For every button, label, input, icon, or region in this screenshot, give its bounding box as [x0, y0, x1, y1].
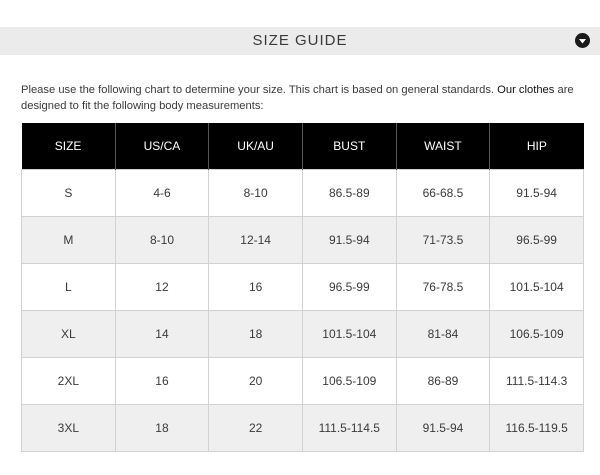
size-guide-title: SIZE GUIDE	[252, 32, 348, 49]
table-cell: 76-78.5	[396, 264, 490, 311]
table-row	[22, 405, 584, 452]
size-guide-header[interactable]	[0, 27, 600, 55]
table-cell: 111.5-114.5	[302, 405, 396, 452]
table-cell: 18	[115, 405, 209, 452]
table-row	[22, 311, 584, 358]
table-cell: 86-89	[396, 358, 490, 405]
column-header-uk-au: UK/AU	[209, 123, 303, 170]
table-cell: 96.5-99	[302, 264, 396, 311]
table-cell: 111.5-114.3	[490, 358, 584, 405]
table-cell: 3XL	[22, 405, 116, 452]
column-header-waist: WAIST	[396, 123, 490, 170]
table-cell: M	[22, 217, 116, 264]
table-cell: 81-84	[396, 311, 490, 358]
table-cell: L	[22, 264, 116, 311]
table-cell: 16	[115, 358, 209, 405]
column-header-size: SIZE	[22, 123, 116, 170]
table-cell: 66-68.5	[396, 170, 490, 217]
table-cell: 16	[209, 264, 303, 311]
table-row	[22, 170, 584, 217]
column-header-bust: BUST	[302, 123, 396, 170]
table-cell: 91.5-94	[302, 217, 396, 264]
table-cell: 2XL	[22, 358, 116, 405]
table-cell: 101.5-104	[490, 264, 584, 311]
table-header-row	[22, 123, 584, 170]
column-header-us-ca: US/CA	[115, 123, 209, 170]
table-cell: 91.5-94	[490, 170, 584, 217]
intro-text	[21, 82, 586, 114]
table-cell: 20	[209, 358, 303, 405]
table-cell: 91.5-94	[396, 405, 490, 452]
chevron-down-circle-icon[interactable]	[575, 33, 590, 48]
table-cell: 12-14	[209, 217, 303, 264]
table-cell: 96.5-99	[490, 217, 584, 264]
table-cell: 116.5-119.5	[490, 405, 584, 452]
intro-main: Please use the following chart to determine your size. This chart is based on general standards.	[21, 84, 498, 96]
table-cell: 71-73.5	[396, 217, 490, 264]
table-cell: 12	[115, 264, 209, 311]
table-cell: 14	[115, 311, 209, 358]
intro-emphasis: Our clothes	[497, 84, 555, 96]
table-cell: 4-6	[115, 170, 209, 217]
table-cell: 22	[209, 405, 303, 452]
table-cell: 8-10	[209, 170, 303, 217]
table-cell: 86.5-89	[302, 170, 396, 217]
size-chart-table	[21, 123, 584, 452]
table-cell: S	[22, 170, 116, 217]
table-cell: 106.5-109	[490, 311, 584, 358]
table-row	[22, 264, 584, 311]
intro-continuation: are designed to fit the following body measurements:	[21, 84, 574, 112]
table-cell: 8-10	[115, 217, 209, 264]
table-cell: 106.5-109	[302, 358, 396, 405]
table-cell: 18	[209, 311, 303, 358]
table-cell: 101.5-104	[302, 311, 396, 358]
table-cell: XL	[22, 311, 116, 358]
table-row	[22, 358, 584, 405]
table-row	[22, 217, 584, 264]
column-header-hip: HIP	[490, 123, 584, 170]
